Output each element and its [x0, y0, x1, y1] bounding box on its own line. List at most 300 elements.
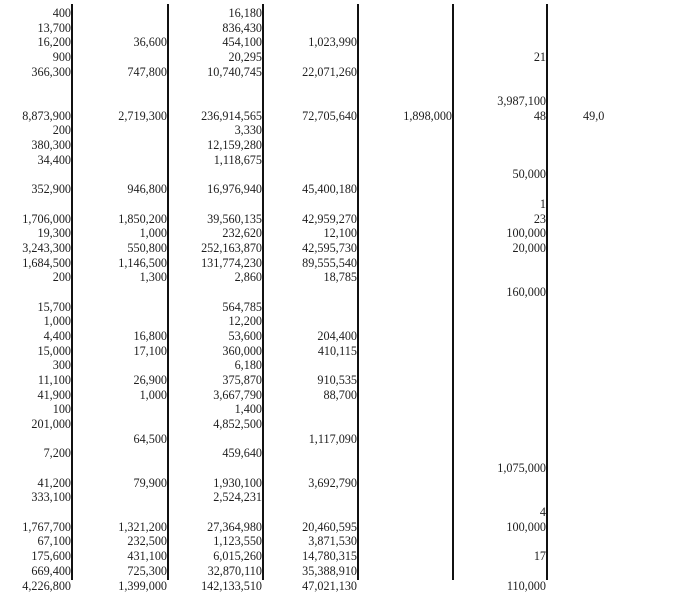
- table-cell: 252,163,870: [201, 240, 262, 255]
- table-row: [0, 285, 700, 300]
- table-cell: 380,300: [31, 138, 71, 153]
- table-cell: 42,595,730: [302, 240, 357, 255]
- table-cell: 550,800: [127, 240, 167, 255]
- table-cell: 72,705,640: [302, 108, 357, 123]
- table-cell: 4,400: [43, 328, 71, 343]
- table-cell: [358, 373, 453, 388]
- table-cell: [453, 21, 547, 36]
- table-row: [0, 167, 700, 182]
- table-cell: 360,000: [222, 343, 262, 358]
- table-cell: [263, 6, 358, 21]
- table-cell: [358, 212, 453, 227]
- table-cell: [547, 388, 607, 403]
- table-cell: 352,900: [31, 182, 71, 197]
- table-cell: [547, 226, 607, 241]
- table-cell: [547, 505, 607, 520]
- table-cell: 16,800: [133, 328, 167, 343]
- table-cell: 100,000: [506, 519, 546, 534]
- table-cell: [72, 94, 168, 109]
- table-cell: 204,400: [317, 328, 357, 343]
- table-cell: 23: [533, 211, 546, 226]
- table-cell: 1,123,550: [213, 534, 262, 549]
- table-cell: 400: [52, 6, 71, 20]
- table-cell: 3,243,300: [22, 240, 71, 255]
- table-cell: [358, 79, 453, 94]
- table-cell: [358, 50, 453, 65]
- table-cell: [453, 300, 547, 315]
- table-cell: [358, 490, 453, 505]
- table-row: [0, 212, 700, 227]
- table-cell: 200: [52, 123, 71, 138]
- table-cell: 1,000: [43, 314, 71, 329]
- table-cell: 333,100: [31, 490, 71, 505]
- table-cell: [72, 197, 168, 212]
- table-cell: [358, 94, 453, 109]
- table-cell: [453, 402, 547, 417]
- table-cell: 366,300: [31, 64, 71, 79]
- table-cell: 431,100: [127, 549, 167, 564]
- table-cell: [547, 402, 607, 417]
- table-cell: 41,200: [37, 475, 71, 490]
- table-cell: [0, 197, 72, 212]
- table-cell: [168, 197, 263, 212]
- table-row: [0, 256, 700, 271]
- table-cell: [547, 476, 607, 491]
- table-cell: 175,600: [31, 549, 71, 564]
- table-cell: 232,620: [222, 226, 262, 241]
- table-cell: [72, 358, 168, 373]
- table-row: [0, 6, 700, 21]
- table-cell: 1,000: [139, 226, 167, 241]
- table-cell: 1,000: [139, 387, 167, 402]
- table-cell: [358, 270, 453, 285]
- table-cell: 14,780,315: [302, 549, 357, 564]
- table-cell: [263, 50, 358, 65]
- table-cell: [453, 490, 547, 505]
- table-cell: [547, 153, 607, 168]
- table-cell: [547, 373, 607, 388]
- table-cell: [0, 461, 72, 476]
- table-cell: 19,300: [37, 226, 71, 241]
- table-cell: 18,785: [323, 270, 357, 285]
- table-cell: [547, 167, 607, 182]
- table-cell: 1,075,000: [497, 461, 546, 476]
- table-cell: 3,987,100: [497, 94, 546, 109]
- table-cell: 64,500: [133, 431, 167, 446]
- table-cell: [547, 94, 607, 109]
- table-cell: 35,388,910: [302, 563, 357, 578]
- table-cell: 7,200: [43, 446, 71, 461]
- table-cell: [358, 579, 453, 594]
- table-cell: [72, 314, 168, 329]
- table-cell: [358, 21, 453, 36]
- table-cell: 725,300: [127, 563, 167, 578]
- table-cell: [547, 241, 607, 256]
- table-cell: [453, 446, 547, 461]
- table-cell: [72, 402, 168, 417]
- table-cell: [453, 564, 547, 579]
- table-cell: [263, 123, 358, 138]
- table-cell: [547, 35, 607, 50]
- table-cell: [263, 138, 358, 153]
- table-cell: 88,700: [323, 387, 357, 402]
- table-cell: 410,115: [317, 343, 357, 358]
- table-row: [0, 226, 700, 241]
- table-cell: [547, 417, 607, 432]
- table-cell: 1,023,990: [308, 35, 357, 50]
- table-cell: 236,914,565: [201, 108, 262, 123]
- table-row: [0, 35, 700, 50]
- table-cell: [547, 314, 607, 329]
- table-cell: 1,117,090: [308, 431, 357, 446]
- table-cell: [547, 300, 607, 315]
- table-cell: 3,330: [234, 123, 262, 138]
- table-cell: [358, 65, 453, 80]
- table-cell: 15,700: [37, 299, 71, 314]
- table-cell: [453, 358, 547, 373]
- table-cell: [358, 6, 453, 21]
- table-cell: 11,100: [37, 373, 71, 387]
- table-cell: [0, 79, 72, 94]
- table-row: [0, 534, 700, 549]
- table-cell: 232,500: [127, 534, 167, 549]
- table-cell: [263, 153, 358, 168]
- table-row: [0, 402, 700, 417]
- table-cell: [453, 35, 547, 50]
- table-cell: [72, 505, 168, 520]
- table-row: [0, 241, 700, 256]
- table-cell: [358, 417, 453, 432]
- table-cell: [358, 564, 453, 579]
- table-cell: [547, 50, 607, 65]
- table-row: [0, 109, 700, 124]
- table-cell: [547, 358, 607, 373]
- table-cell: [263, 402, 358, 417]
- table-cell: 53,600: [228, 328, 262, 343]
- table-cell: [72, 138, 168, 153]
- table-cell: [358, 549, 453, 564]
- table-cell: [168, 167, 263, 182]
- table-cell: 47,021,130: [302, 578, 357, 593]
- table-cell: 100: [52, 402, 71, 417]
- table-cell: [168, 79, 263, 94]
- table-cell: 1,706,000: [22, 211, 71, 226]
- table-cell: 2,860: [234, 270, 262, 285]
- table-cell: 16,200: [37, 35, 71, 50]
- table-cell: [358, 329, 453, 344]
- table-cell: [547, 446, 607, 461]
- table-cell: 22,071,260: [302, 64, 357, 79]
- table-cell: [547, 285, 607, 300]
- table-cell: 1,767,700: [22, 519, 71, 534]
- table-cell: [0, 94, 72, 109]
- table-cell: 36,600: [133, 35, 167, 50]
- table-cell: 20,000: [512, 240, 546, 255]
- table-cell: 300: [52, 358, 71, 373]
- table-cell: 375,870: [222, 373, 262, 387]
- table-cell: 48: [533, 108, 546, 123]
- table-row: [0, 329, 700, 344]
- table-cell: [547, 579, 607, 594]
- table-cell: [358, 388, 453, 403]
- table-row: [0, 490, 700, 505]
- table-cell: [358, 300, 453, 315]
- table-cell: [453, 344, 547, 359]
- table-cell: [72, 417, 168, 432]
- table-cell: 17,100: [133, 343, 167, 358]
- table-cell: [72, 446, 168, 461]
- table-cell: [547, 549, 607, 564]
- table-cell: [547, 79, 607, 94]
- table-cell: [358, 256, 453, 271]
- table-row: [0, 549, 700, 564]
- table-cell: [358, 402, 453, 417]
- table-cell: 16,180: [228, 6, 262, 20]
- table-cell: 20,295: [228, 50, 262, 65]
- table-cell: [263, 197, 358, 212]
- table-cell: [263, 167, 358, 182]
- table-cell: [547, 432, 607, 447]
- table-cell: [72, 285, 168, 300]
- table-cell: [168, 432, 263, 447]
- table-cell: [453, 153, 547, 168]
- table-cell: 1,321,200: [118, 519, 167, 534]
- table-cell: [547, 490, 607, 505]
- table-row: [0, 373, 700, 388]
- table-cell: 3,692,790: [308, 475, 357, 490]
- table-cell: 910,535: [317, 373, 357, 387]
- table-cell: 1,399,000: [118, 578, 167, 593]
- table-cell: [358, 285, 453, 300]
- table-cell: 946,800: [127, 182, 167, 197]
- table-row: [0, 123, 700, 138]
- table-row: [0, 461, 700, 476]
- table-row: [0, 182, 700, 197]
- table-cell: [358, 520, 453, 535]
- table-cell: [72, 461, 168, 476]
- table-cell: 26,900: [133, 373, 167, 387]
- table-row: [0, 197, 700, 212]
- table-row: [0, 564, 700, 579]
- table-cell: [547, 520, 607, 535]
- table-cell: 142,133,510: [201, 578, 262, 593]
- table-cell: 13,700: [37, 20, 71, 35]
- table-cell: 49,0: [583, 108, 605, 123]
- table-cell: [547, 212, 607, 227]
- table-cell: [453, 6, 547, 21]
- table-row: [0, 65, 700, 80]
- table-cell: [263, 446, 358, 461]
- table-cell: 2,719,300: [118, 108, 167, 123]
- table-cell: 50,000: [512, 167, 546, 182]
- table-cell: [72, 6, 168, 21]
- table-cell: 15,000: [37, 343, 71, 358]
- table-cell: [168, 285, 263, 300]
- table-cell: [263, 490, 358, 505]
- table-cell: [453, 373, 547, 388]
- table-cell: 836,430: [222, 20, 262, 35]
- table-cell: 17: [533, 549, 546, 564]
- table-cell: [453, 534, 547, 549]
- table-cell: [547, 270, 607, 285]
- table-cell: [547, 197, 607, 212]
- table-cell: 160,000: [506, 284, 546, 299]
- table-cell: 4,226,800: [22, 578, 71, 593]
- table-cell: [358, 153, 453, 168]
- table-cell: 1,930,100: [213, 475, 262, 490]
- table-cell: 669,400: [31, 563, 71, 578]
- table-cell: [0, 285, 72, 300]
- table-cell: [263, 79, 358, 94]
- table-cell: [358, 476, 453, 491]
- table-cell: [263, 21, 358, 36]
- table-cell: 1,146,500: [118, 255, 167, 270]
- table-cell: [358, 123, 453, 138]
- table-cell: [72, 50, 168, 65]
- table-cell: 34,400: [37, 152, 71, 167]
- table-cell: [168, 94, 263, 109]
- table-cell: 32,870,110: [207, 563, 262, 578]
- table-cell: 747,800: [127, 64, 167, 79]
- table-cell: [547, 329, 607, 344]
- table-cell: [72, 490, 168, 505]
- table-cell: 100,000: [506, 226, 546, 241]
- table-cell: [358, 167, 453, 182]
- table-cell: [453, 138, 547, 153]
- table-cell: 201,000: [31, 417, 71, 432]
- table-cell: 900: [52, 50, 71, 65]
- table-cell: [263, 314, 358, 329]
- table-cell: [358, 182, 453, 197]
- table-row: [0, 138, 700, 153]
- table-cell: 45,400,180: [302, 182, 357, 197]
- table-cell: [0, 505, 72, 520]
- table-row: [0, 388, 700, 403]
- table-row: [0, 21, 700, 36]
- table-cell: 27,364,980: [207, 519, 262, 534]
- table-row: [0, 270, 700, 285]
- table-cell: 1,400: [234, 402, 262, 417]
- table-cell: 1: [539, 196, 546, 211]
- table-row: [0, 300, 700, 315]
- table-cell: [547, 6, 607, 21]
- table-cell: 8,873,900: [22, 108, 71, 123]
- table-cell: [0, 432, 72, 447]
- table-cell: 4: [539, 505, 546, 520]
- table-row: [0, 417, 700, 432]
- table-cell: [453, 476, 547, 491]
- table-cell: 564,785: [222, 299, 262, 314]
- table-cell: [358, 197, 453, 212]
- table-row: [0, 476, 700, 491]
- table-cell: 21: [533, 50, 546, 65]
- table-cell: [72, 167, 168, 182]
- table-cell: [72, 300, 168, 315]
- table-cell: 41,900: [37, 387, 71, 402]
- table-cell: [358, 35, 453, 50]
- table-cell: [358, 344, 453, 359]
- table-row: [0, 79, 700, 94]
- table-cell: [263, 461, 358, 476]
- table-cell: 1,898,000: [403, 108, 452, 123]
- table-cell: [547, 461, 607, 476]
- table-cell: 12,159,280: [207, 138, 262, 153]
- table-cell: [263, 285, 358, 300]
- table-row: [0, 446, 700, 461]
- table-cell: 6,180: [234, 358, 262, 373]
- table-cell: 3,871,530: [308, 534, 357, 549]
- table-cell: 20,460,595: [302, 519, 357, 534]
- table-cell: 10,740,745: [207, 64, 262, 79]
- table-cell: 39,560,135: [207, 211, 262, 226]
- table-cell: [547, 564, 607, 579]
- table-cell: [263, 358, 358, 373]
- table-cell: 89,555,540: [302, 255, 357, 270]
- table-cell: 1,300: [139, 270, 167, 285]
- table-cell: 131,774,230: [201, 255, 262, 270]
- table-cell: [0, 167, 72, 182]
- table-cell: [72, 123, 168, 138]
- table-cell: 200: [52, 270, 71, 285]
- table-cell: 1,684,500: [22, 255, 71, 270]
- table-cell: [453, 388, 547, 403]
- table-cell: 3,667,790: [213, 387, 262, 402]
- table-cell: [263, 300, 358, 315]
- table-cell: 12,200: [228, 314, 262, 329]
- table-cell: 2,524,231: [213, 490, 262, 505]
- table-cell: 16,976,940: [207, 182, 262, 197]
- table-cell: [453, 314, 547, 329]
- table-cell: [358, 358, 453, 373]
- table-cell: [453, 432, 547, 447]
- table-row: [0, 505, 700, 520]
- table-row: [0, 344, 700, 359]
- table-cell: [358, 534, 453, 549]
- table-cell: [453, 256, 547, 271]
- table-row: [0, 50, 700, 65]
- table-cell: [547, 65, 607, 80]
- table-cell: 110,000: [506, 578, 546, 593]
- table-cell: [453, 79, 547, 94]
- table-row: [0, 153, 700, 168]
- table-cell: 42,959,270: [302, 211, 357, 226]
- table-cell: [453, 417, 547, 432]
- table-row: [0, 432, 700, 447]
- table-cell: [547, 21, 607, 36]
- table-cell: [358, 461, 453, 476]
- table-cell: [453, 329, 547, 344]
- table-row: [0, 579, 700, 594]
- table-cell: 1,118,675: [213, 152, 262, 167]
- table-cell: [72, 153, 168, 168]
- table-cell: [72, 79, 168, 94]
- table-cell: [547, 123, 607, 138]
- table-cell: [358, 505, 453, 520]
- table-cell: [358, 226, 453, 241]
- table-cell: [453, 270, 547, 285]
- table-cell: [547, 256, 607, 271]
- table-cell: 12,100: [323, 226, 357, 241]
- table-cell: 454,100: [222, 35, 262, 50]
- table-row: [0, 358, 700, 373]
- table-cell: [453, 123, 547, 138]
- table-row: [0, 314, 700, 329]
- table-cell: [547, 138, 607, 153]
- table-cell: [358, 432, 453, 447]
- table-cell: [547, 534, 607, 549]
- table-cell: [358, 241, 453, 256]
- table-cell: [453, 65, 547, 80]
